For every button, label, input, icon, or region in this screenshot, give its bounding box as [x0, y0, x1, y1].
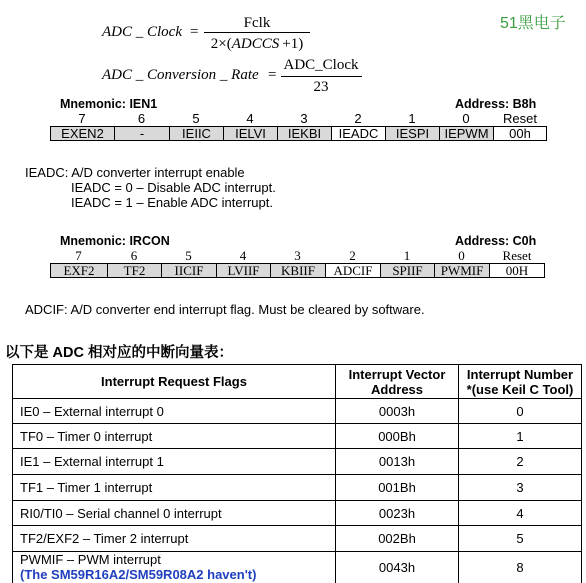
interrupt-number-cell: 0: [459, 399, 582, 424]
vector-table-heading: 以下是 ADC 相对应的中断向量表：: [5, 345, 233, 361]
ien1-address: Address: B8h: [455, 97, 537, 111]
adcif-description: ADCIF: A/D converter end interrupt flag. Must be cleared by software.: [25, 302, 425, 317]
table-row: [13, 399, 582, 424]
adc-clock-numerator: Fclk: [243, 15, 271, 31]
bit-number: 5: [192, 111, 200, 126]
table-row: [13, 475, 582, 501]
vector-address-cell: 0013h: [336, 449, 459, 475]
fraction-bar: [281, 76, 362, 77]
bit-cell-reserved: -: [114, 126, 169, 141]
interrupt-number-cell: 2: [459, 449, 582, 475]
vector-address-cell: 0043h: [336, 552, 459, 583]
interrupt-flag-cell: TF2/EXF2 – Timer 2 interrupt: [13, 526, 336, 552]
reset-label: Reset: [503, 111, 537, 126]
bit-cell-pwmif: PWMIF: [434, 263, 489, 278]
interrupt-flag-cell: IE0 – External interrupt 0: [13, 399, 336, 424]
header-line: *(use Keil C Tool): [466, 381, 574, 397]
vector-address-cell: 002Bh: [336, 526, 459, 552]
table-row: [13, 424, 582, 449]
adc-clock-denominator: [203, 37, 311, 52]
header-line: Interrupt Vector: [348, 366, 446, 382]
table-header-row: [13, 365, 582, 399]
bit-cell-ielvi: IELVI: [223, 126, 277, 141]
ien1-bit-name-row: [50, 126, 547, 141]
ien1-bit-number-row: [50, 112, 547, 126]
equals-sign: =: [268, 67, 277, 83]
ircon-mnemonic: Mnemonic: IRCON: [60, 234, 170, 248]
site-watermark: 51黑电子: [500, 15, 566, 32]
bit-number: 6: [130, 248, 138, 263]
table-row: [13, 449, 582, 475]
conversion-rate-formula-lhs: ADC _ Conversion _ Rate: [102, 67, 259, 83]
table-row: [13, 526, 582, 552]
interrupt-number-cell: 5: [459, 526, 582, 552]
vector-address-cell: 0023h: [336, 501, 459, 526]
bit-number: 1: [403, 248, 411, 263]
table-row: [13, 552, 582, 583]
interrupt-flag-cell: [13, 552, 336, 583]
ien1-mnemonic: Mnemonic: IEN1: [60, 97, 158, 111]
bit-cell-ieadc: IEADC: [331, 126, 385, 141]
bit-cell-iicif: IICIF: [161, 263, 216, 278]
bit-number: 4: [246, 111, 254, 126]
bit-cell-iekbi: IEKBI: [277, 126, 331, 141]
bit-number: 1: [408, 111, 416, 126]
bit-cell-adcif: ADCIF: [325, 263, 380, 278]
denominator-suffix: +1): [282, 36, 304, 52]
bit-cell-iespi: IESPI: [385, 126, 439, 141]
interrupt-flag-cell: RI0/TI0 – Serial channel 0 interrupt: [13, 501, 336, 526]
bit-number: 3: [300, 111, 308, 126]
interrupt-flag-cell: TF1 – Timer 1 interrupt: [13, 475, 336, 501]
interrupt-number-cell: 4: [459, 501, 582, 526]
bit-number: 4: [239, 248, 247, 263]
bit-number: 0: [462, 111, 470, 126]
interrupt-vector-table: [12, 364, 582, 583]
ircon-bit-number-row: [50, 249, 545, 263]
conversion-rate-denominator: 23: [313, 79, 329, 95]
bit-cell-exen2: EXEN2: [50, 126, 114, 141]
vector-address-cell: 001Bh: [336, 475, 459, 501]
header-interrupt-request-flags: Interrupt Request Flags: [13, 365, 336, 399]
bit-number: 6: [137, 111, 146, 126]
bit-number: 2: [349, 248, 356, 263]
ircon-address: Address: C0h: [455, 234, 537, 248]
bit-number: 7: [75, 248, 82, 263]
bit-cell-lviif: LVIIF: [216, 263, 270, 278]
interrupt-flag-cell: IE1 – External interrupt 1: [13, 449, 336, 475]
table-row: [13, 501, 582, 526]
bit-number: 2: [354, 111, 362, 126]
bit-number: 3: [294, 248, 301, 263]
conversion-rate-numerator: ADC_Clock: [283, 57, 359, 73]
header-line: Interrupt Number: [466, 366, 574, 382]
bit-cell-tf2: TF2: [107, 263, 161, 278]
header-interrupt-number: [459, 365, 582, 399]
bit-cell-ieiic: IEIIC: [169, 126, 223, 141]
equals-sign: =: [190, 24, 199, 40]
bit-cell-exf2: EXF2: [50, 263, 107, 278]
denominator-variable: ADCCS: [231, 36, 280, 52]
header-interrupt-vector-address: [336, 365, 459, 399]
ieadc-value-0: IEADC = 0 – Disable ADC interrupt.: [71, 180, 276, 195]
fraction-bar: [204, 32, 310, 33]
ircon-bit-name-row: [50, 263, 545, 278]
vector-address-cell: 0003h: [336, 399, 459, 424]
bit-number: 0: [458, 248, 465, 263]
bit-number: 5: [185, 248, 192, 263]
reset-value-cell: 00H: [489, 263, 545, 278]
ieadc-value-1: IEADC = 1 – Enable ADC interrupt.: [71, 195, 273, 210]
reset-value-cell: 00h: [493, 126, 547, 141]
bit-cell-kbiif: KBIIF: [270, 263, 325, 278]
interrupt-flag-text: PWMIF – PWM interrupt: [20, 552, 161, 568]
bit-cell-iepwm: IEPWM: [439, 126, 493, 141]
vector-address-cell: 000Bh: [336, 424, 459, 449]
interrupt-flag-cell: TF0 – Timer 0 interrupt: [13, 424, 336, 449]
interrupt-number-cell: 3: [459, 475, 582, 501]
bit-cell-spiif: SPIIF: [380, 263, 434, 278]
adc-clock-formula-lhs: ADC _ Clock: [102, 24, 182, 40]
header-line: Address: [370, 381, 424, 397]
device-note: (The SM59R16A2/SM59R08A2 haven't): [20, 567, 257, 583]
reset-label: Reset: [502, 248, 532, 263]
denominator-prefix: 2×(: [210, 36, 232, 52]
bit-number: 7: [78, 111, 86, 126]
interrupt-number-cell: 1: [459, 424, 582, 449]
interrupt-number-cell: 8: [459, 552, 582, 583]
ieadc-description-title: IEADC: A/D converter interrupt enable: [25, 165, 245, 180]
